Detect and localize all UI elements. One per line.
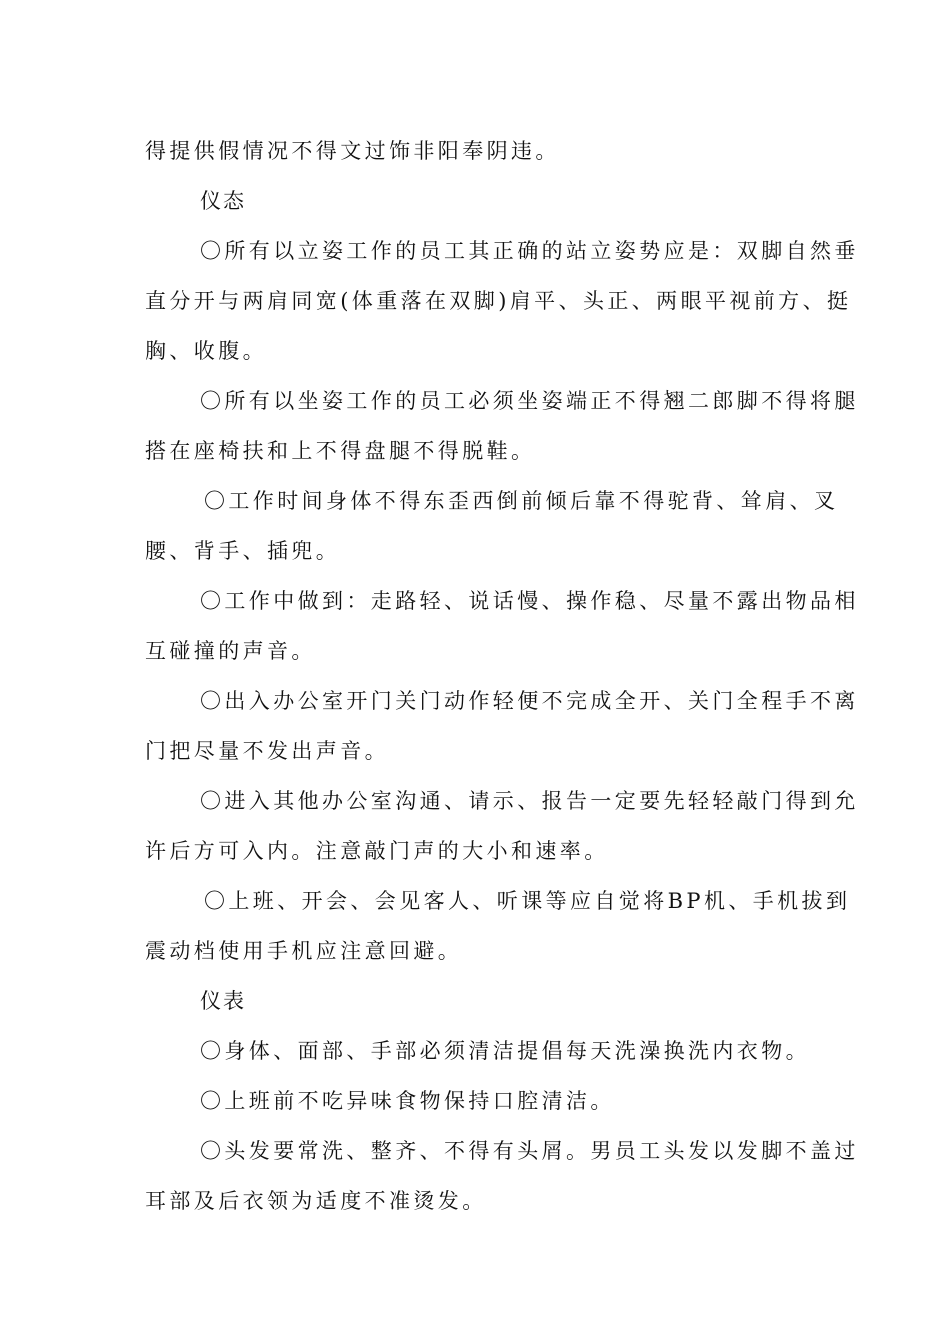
paragraph-line: 〇上班、开会、会见客人、听课等应自觉将BP机、手机拔到 <box>204 889 851 913</box>
paragraph-line: 直分开与两肩同宽(体重落在双脚)肩平、头正、两眼平视前方、挺 <box>145 289 852 313</box>
paragraph-line: 〇所有以立姿工作的员工其正确的站立姿势应是：双脚自然垂 <box>200 239 859 263</box>
paragraph-line: 〇身体、面部、手部必须清洁提倡每天洗澡换洗内衣物。 <box>200 1039 810 1063</box>
paragraph-line: 许后方可入内。注意敲门声的大小和速率。 <box>145 839 609 863</box>
paragraph-line: 〇进入其他办公室沟通、请示、报告一定要先轻轻敲门得到允 <box>200 789 859 813</box>
paragraph-line: 耳部及后衣领为适度不准烫发。 <box>145 1189 487 1213</box>
paragraph-line: 震动档使用手机应注意回避。 <box>145 939 463 963</box>
paragraph-line: 搭在座椅扶和上不得盘腿不得脱鞋。 <box>145 439 536 463</box>
paragraph-line: 〇工作中做到：走路轻、说话慢、操作稳、尽量不露出物品相 <box>200 589 859 613</box>
paragraph-line: 〇出入办公室开门关门动作轻便不完成全开、关门全程手不离 <box>200 689 859 713</box>
paragraph-line: 得提供假情况不得文过饰非阳奉阴违。 <box>145 139 560 163</box>
paragraph-line: 〇上班前不吃异味食物保持口腔清洁。 <box>200 1089 615 1113</box>
paragraph-line: 门把尽量不发出声音。 <box>145 739 389 763</box>
section-heading-appearance: 仪表 <box>200 989 246 1013</box>
section-heading-demeanor: 仪态 <box>200 189 246 213</box>
paragraph-line: 〇所有以坐姿工作的员工必须坐姿端正不得翘二郎脚不得将腿 <box>200 389 859 413</box>
paragraph-line: 胸、收腹。 <box>145 339 267 363</box>
paragraph-line: 〇工作时间身体不得东歪西倒前倾后靠不得驼背、耸肩、叉 <box>204 489 839 513</box>
paragraph-line: 互碰撞的声音。 <box>145 639 316 663</box>
paragraph-line: 腰、背手、插兜。 <box>145 539 341 563</box>
paragraph-line: 〇头发要常洗、整齐、不得有头屑。男员工头发以发脚不盖过 <box>200 1139 859 1163</box>
